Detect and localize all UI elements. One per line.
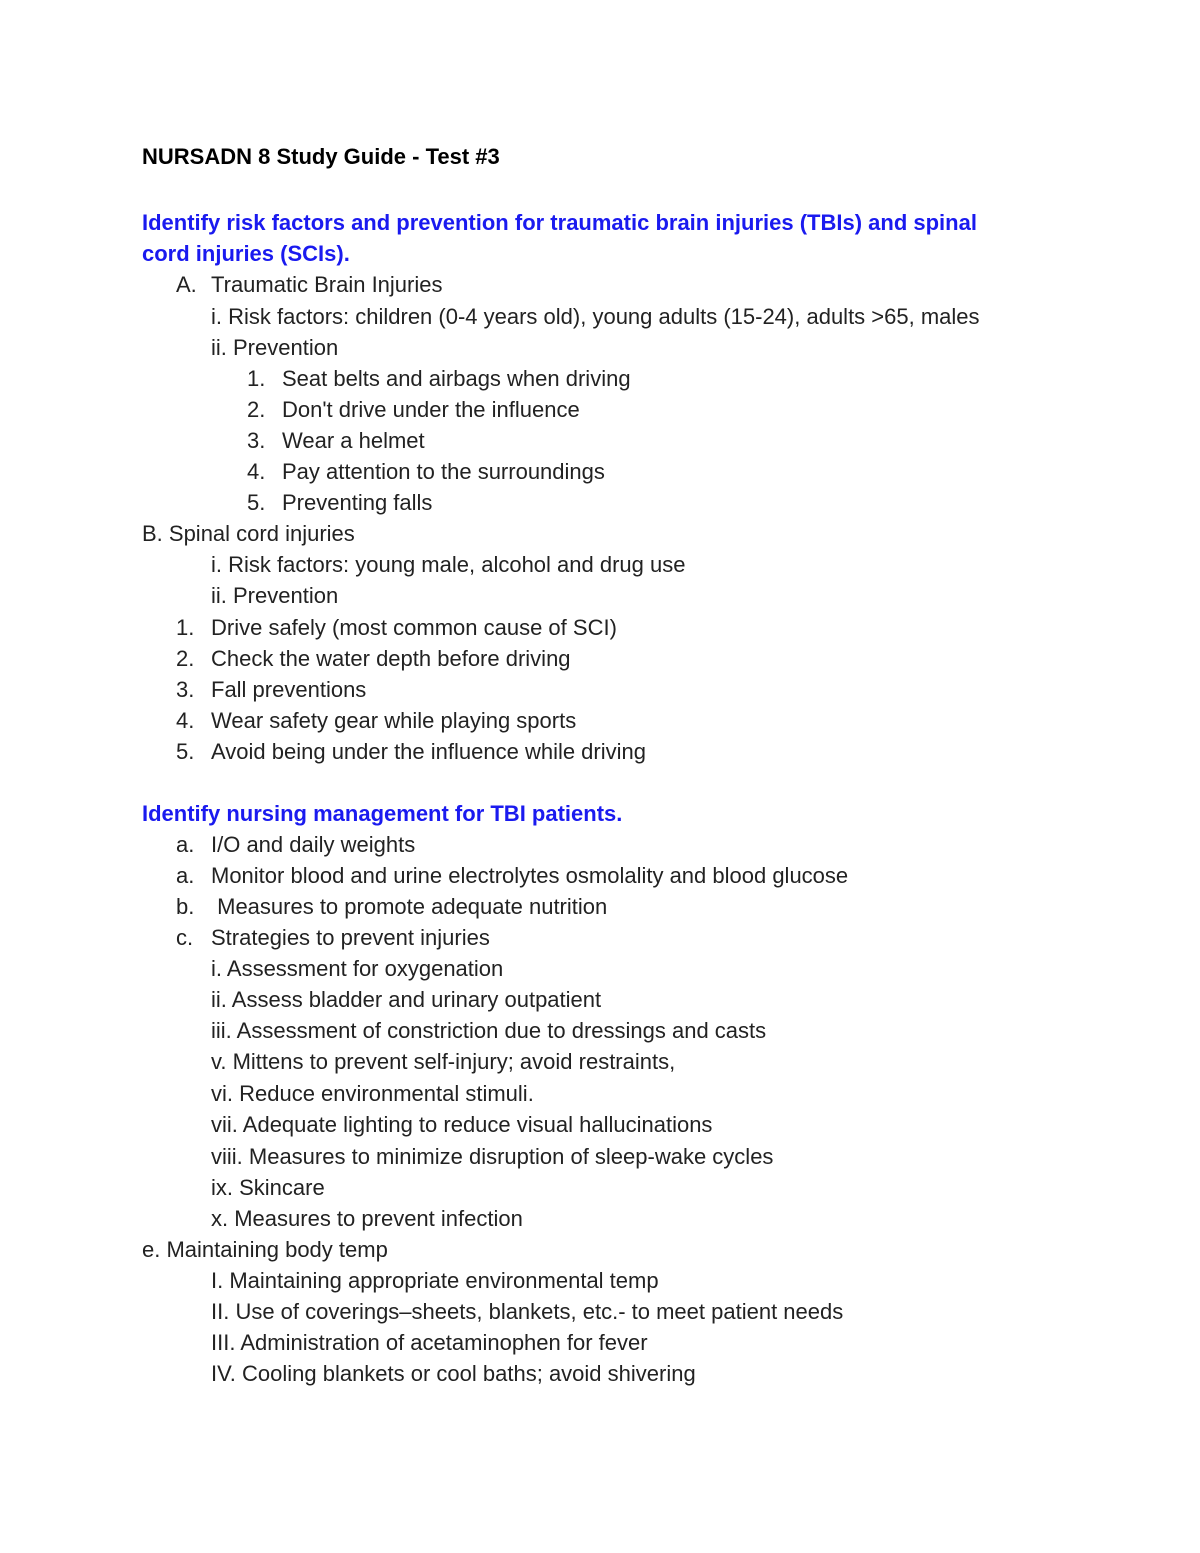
list-number: 5. [247, 490, 266, 515]
list-number: 3. [176, 677, 195, 702]
list-letter: c. [176, 925, 194, 950]
sub-item: ii. Assess bladder and urinary outpatient [211, 987, 602, 1012]
sub-item: vi. Reduce environmental stimuli. [211, 1081, 534, 1106]
section1-heading-line2: cord injuries (SCIs). [142, 241, 350, 266]
sub-item: I. Maintaining appropriate environmental temp [211, 1268, 659, 1293]
sub-item: viii. Measures to minimize disruption of sleep-wake cycles [211, 1144, 774, 1169]
list-number: 3. [247, 428, 266, 453]
sub-item: vii. Adequate lighting to reduce visual hallucinations [211, 1112, 713, 1137]
list-item: Monitor blood and urine electrolytes osmolality and blood glucose [211, 863, 849, 888]
list-item: Strategies to prevent injuries [211, 925, 490, 950]
tbi-risk-factors: i. Risk factors: children (0-4 years old), young adults (15-24), adults >65, males [211, 304, 980, 329]
sub-item: II. Use of coverings–sheets, blankets, etc.- to meet patient needs [211, 1299, 844, 1324]
list-item: Measures to promote adequate nutrition [211, 894, 608, 919]
sub-item: v. Mittens to prevent self-injury; avoid restraints, [211, 1049, 676, 1074]
sub-item: ix. Skincare [211, 1175, 325, 1200]
list-marker: A. [176, 272, 197, 297]
list-letter: a. [176, 832, 195, 857]
list-number: 1. [176, 615, 195, 640]
list-item: Avoid being under the influence while driving [211, 739, 646, 764]
list-item: I/O and daily weights [211, 832, 416, 857]
sci-label: B. Spinal cord injuries [142, 521, 355, 546]
tbi-label: Traumatic Brain Injuries [211, 272, 443, 297]
tbi-prevention-label: ii. Prevention [211, 335, 339, 360]
sub-item: III. Administration of acetaminophen for fever [211, 1330, 648, 1355]
sci-risk-factors: i. Risk factors: young male, alcohol and drug use [211, 552, 686, 577]
sci-prevention-label: ii. Prevention [211, 583, 339, 608]
list-letter: b. [176, 894, 195, 919]
sub-item: x. Measures to prevent infection [211, 1206, 523, 1231]
sub-item: i. Assessment for oxygenation [211, 956, 504, 981]
list-item: Seat belts and airbags when driving [282, 366, 631, 391]
list-item: Pay attention to the surroundings [282, 459, 605, 484]
document-title: NURSADN 8 Study Guide - Test #3 [142, 144, 500, 169]
list-item: Preventing falls [282, 490, 433, 515]
list-number: 4. [247, 459, 266, 484]
sub-item: IV. Cooling blankets or cool baths; avoid shivering [211, 1361, 696, 1386]
list-number: 2. [176, 646, 195, 671]
list-number: 5. [176, 739, 195, 764]
list-number: 1. [247, 366, 266, 391]
list-item: Don't drive under the influence [282, 397, 580, 422]
list-item: Fall preventions [211, 677, 367, 702]
list-item: Drive safely (most common cause of SCI) [211, 615, 617, 640]
list-item: Wear a helmet [282, 428, 425, 453]
list-number: 2. [247, 397, 266, 422]
list-letter: a. [176, 863, 195, 888]
list-item: Check the water depth before driving [211, 646, 571, 671]
list-number: 4. [176, 708, 195, 733]
list-item: Wear safety gear while playing sports [211, 708, 577, 733]
body-temp-label: e. Maintaining body temp [142, 1237, 388, 1262]
section2-heading: Identify nursing management for TBI patients. [142, 801, 623, 826]
section1-heading-line1: Identify risk factors and prevention for traumatic brain injuries (TBIs) and spinal [142, 210, 977, 235]
sub-item: iii. Assessment of constriction due to dressings and casts [211, 1018, 767, 1043]
